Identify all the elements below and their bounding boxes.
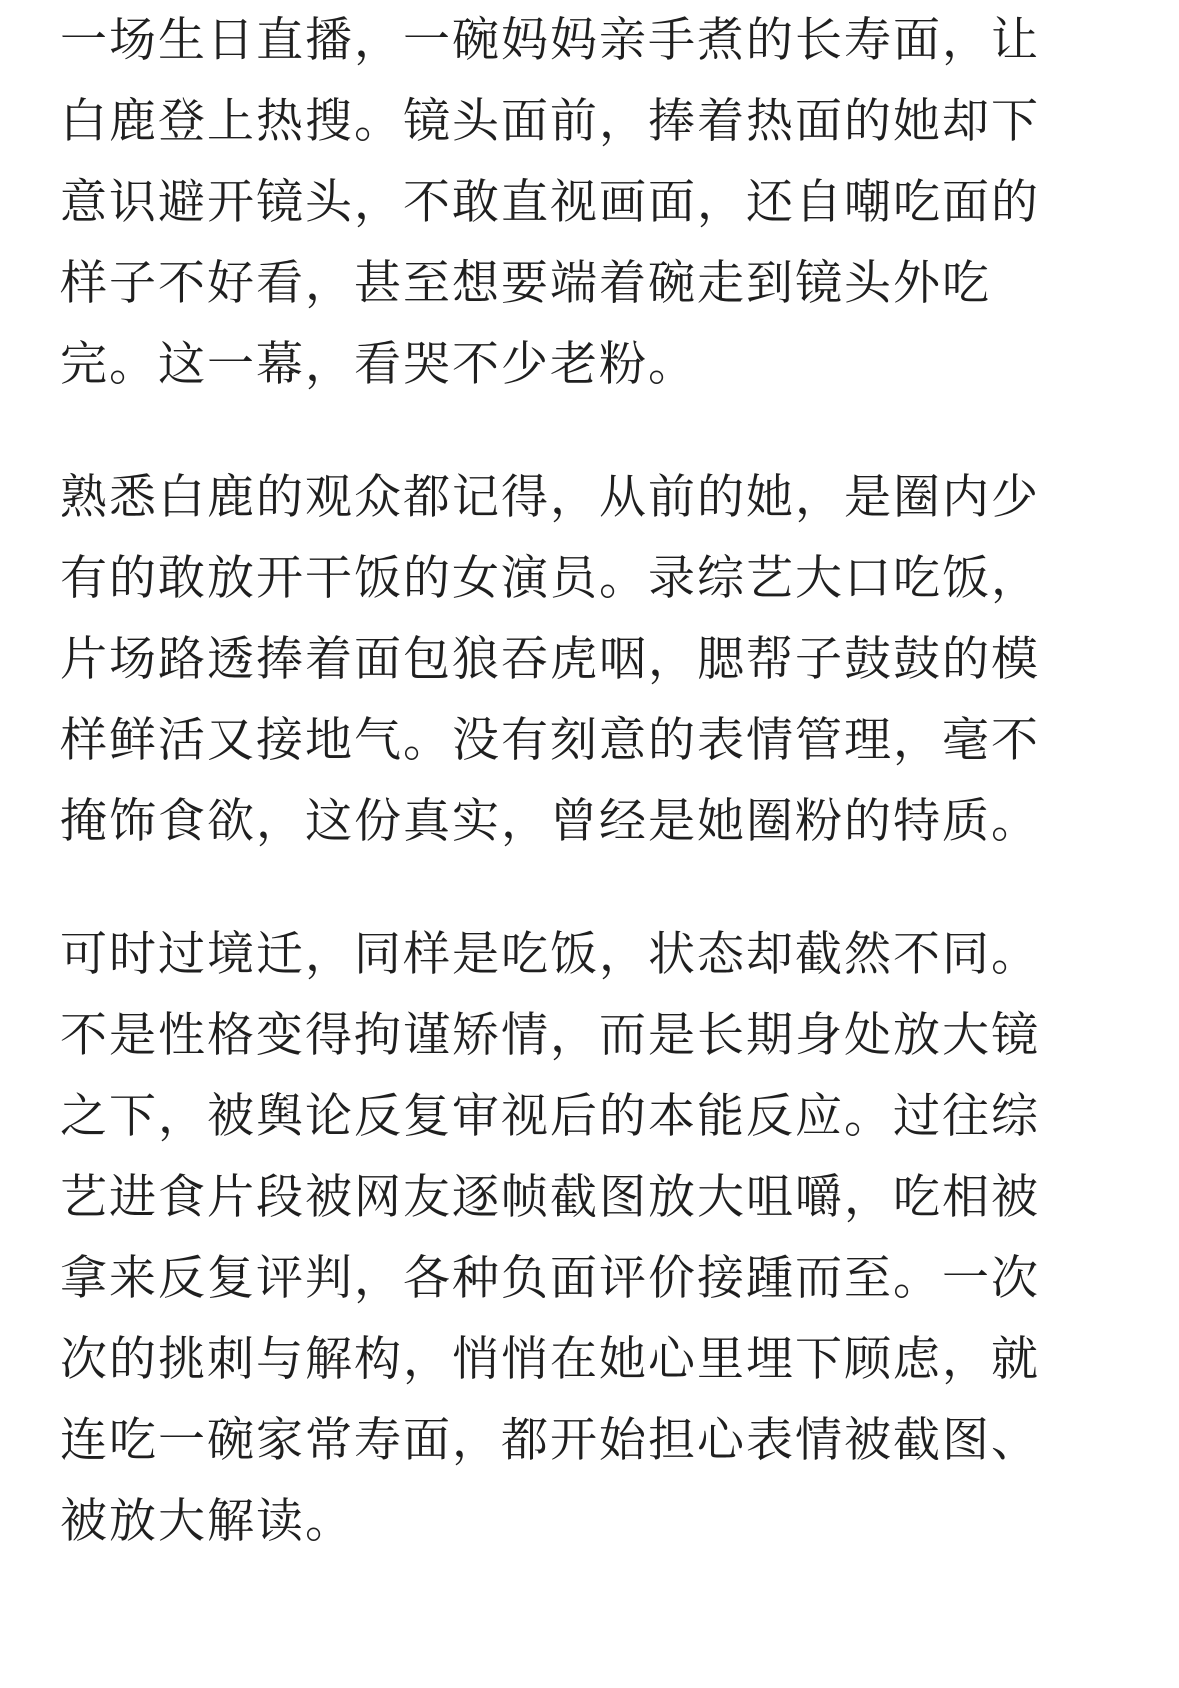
paragraph-line: 可时过境迁，同样是吃饭，状态却截然不同。 (60, 927, 1040, 982)
paragraph-line: 艺进食片段被网友逐帧截图放大咀嚼，吃相被 (60, 1170, 1040, 1225)
paragraph-line: 样鲜活又接地气。没有刻意的表情管理，毫不 (60, 713, 1040, 768)
paragraph-line: 片场路透捧着面包狼吞虎咽，腮帮子鼓鼓的模 (60, 632, 1040, 687)
paragraph-line: 样子不好看，甚至想要端着碗走到镜头外吃 (60, 256, 991, 311)
paragraph-line: 意识避开镜头，不敢直视画面，还自嘲吃面的 (60, 175, 1040, 230)
paragraph-line: 掩饰食欲，这份真实，曾经是她圈粉的特质。 (60, 794, 1040, 849)
paragraph-line: 一场生日直播，一碗妈妈亲手煮的长寿面，让 (60, 13, 1040, 68)
paragraph-1 (60, 0, 1120, 405)
paragraph-line: 连吃一碗家常寿面，都开始担心表情被截图、 (60, 1413, 1040, 1468)
paragraph-3 (60, 914, 1120, 1562)
paragraph-line: 之下，被舆论反复审视后的本能反应。过往综 (60, 1089, 1040, 1144)
paragraph-2 (60, 457, 1120, 862)
paragraph-line: 熟悉白鹿的观众都记得，从前的她，是圈内少 (60, 470, 1040, 525)
paragraph-line: 有的敢放开干饭的女演员。录综艺大口吃饭， (60, 551, 1040, 606)
paragraph-line: 白鹿登上热搜。镜头面前，捧着热面的她却下 (60, 94, 1040, 149)
paragraph-line: 不是性格变得拘谨矫情，而是长期身处放大镜 (60, 1008, 1040, 1063)
paragraph-line: 拿来反复评判，各种负面评价接踵而至。一次 (60, 1251, 1040, 1306)
paragraph-line: 次的挑刺与解构，悄悄在她心里埋下顾虑，就 (60, 1332, 1040, 1387)
paragraph-line: 被放大解读。 (60, 1494, 354, 1549)
paragraph-line: 完。这一幕，看哭不少老粉。 (60, 337, 697, 392)
